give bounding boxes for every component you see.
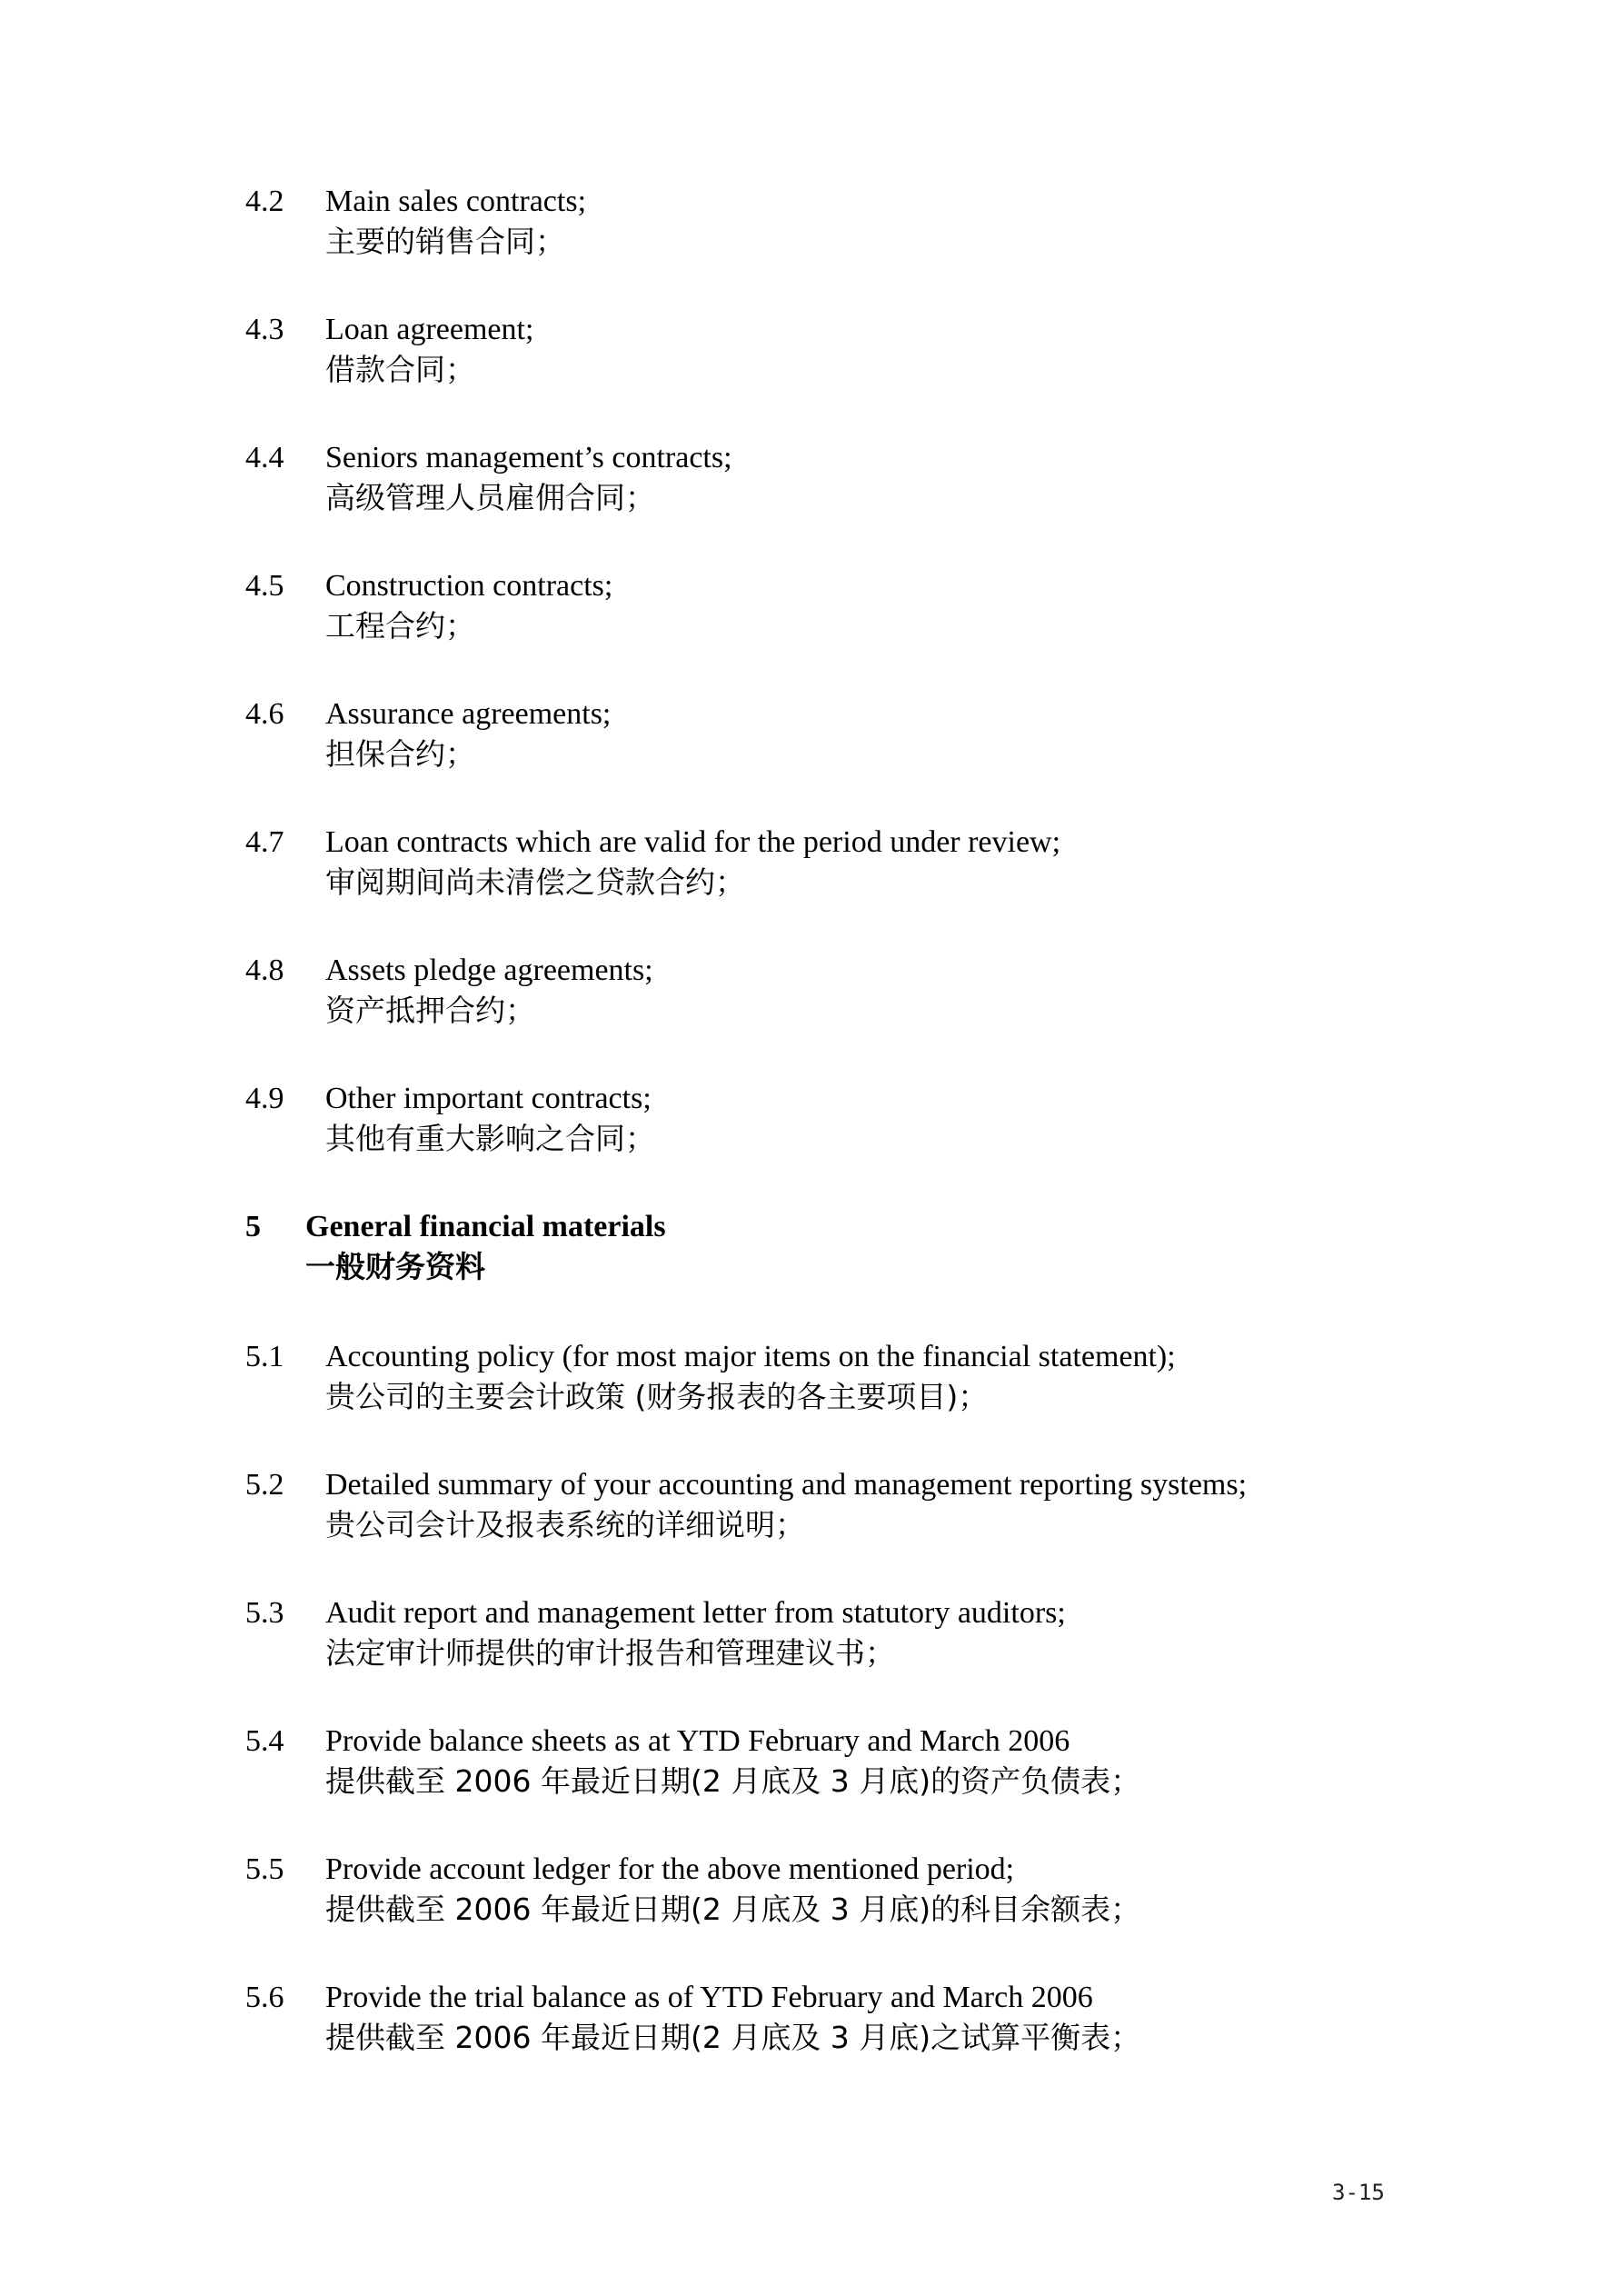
item-chinese-text: 主要的销售合同； <box>325 224 565 259</box>
item-chinese-text: 其他有重大影响之合同； <box>325 1121 655 1156</box>
item-chinese-text: 贵公司的主要会计政策 (财务报表的各主要项目)； <box>325 1379 989 1414</box>
item-english-text: Other important contracts; <box>325 1082 652 1115</box>
item-english-text: Provide account ledger for the above mentioned period; <box>325 1852 1015 1886</box>
item-number: 4.4 <box>245 441 284 474</box>
item-number: 5.5 <box>245 1852 284 1886</box>
item-chinese-text: 法定审计师提供的审计报告和管理建议书； <box>325 1635 895 1671</box>
item-english-text: Detailed summary of your accounting and management reporting systems; <box>325 1468 1248 1502</box>
item-english-text: Loan agreement; <box>325 313 534 346</box>
item-chinese-text: 提供截至 2006 年最近日期(2 月底及 3 月底)的资产负债表； <box>325 1763 1141 1799</box>
item-chinese-text: 审阅期间尚未清偿之贷款合约； <box>325 864 745 900</box>
page-number: 3-15 <box>1332 2180 1385 2205</box>
item-english-text: Seniors management’s contracts; <box>325 441 732 474</box>
item-chinese-text: 提供截至 2006 年最近日期(2 月底及 3 月底)之试算平衡表； <box>325 2020 1141 2055</box>
item-english-text: Audit report and management letter from statutory auditors; <box>325 1596 1066 1630</box>
item-number: 4.2 <box>245 185 284 218</box>
section-number: 5 <box>245 1210 261 1243</box>
section-title-chinese: 一般财务资料 <box>305 1249 485 1284</box>
item-chinese-text: 借款合同； <box>325 352 475 387</box>
item-number: 4.5 <box>245 569 284 603</box>
item-english-text: Construction contracts; <box>325 569 613 603</box>
item-english-text: Assets pledge agreements; <box>325 953 653 987</box>
item-chinese-text: 贵公司会计及报表系统的详细说明； <box>325 1507 805 1542</box>
item-english-text: Accounting policy (for most major items on the financial statement); <box>325 1340 1176 1373</box>
item-english-text: Loan contracts which are valid for the period under review; <box>325 825 1061 859</box>
item-english-text: Assurance agreements; <box>325 697 612 731</box>
item-number: 4.6 <box>245 697 284 731</box>
item-number: 5.2 <box>245 1468 284 1502</box>
item-number: 4.8 <box>245 953 284 987</box>
section-title-english: General financial materials <box>305 1210 666 1243</box>
item-number: 4.9 <box>245 1082 284 1115</box>
item-number: 5.1 <box>245 1340 284 1373</box>
item-number: 4.3 <box>245 313 284 346</box>
item-chinese-text: 工程合约； <box>325 608 475 644</box>
item-english-text: Provide balance sheets as at YTD February and March 2006 <box>325 1724 1070 1758</box>
item-number: 5.3 <box>245 1596 284 1630</box>
item-chinese-text: 高级管理人员雇佣合同； <box>325 480 655 515</box>
item-number: 5.4 <box>245 1724 284 1758</box>
item-english-text: Provide the trial balance as of YTD February and March 2006 <box>325 1981 1093 2014</box>
item-number: 4.7 <box>245 825 284 859</box>
item-chinese-text: 担保合约； <box>325 736 475 772</box>
item-chinese-text: 资产抵押合约； <box>325 993 535 1028</box>
item-number: 5.6 <box>245 1981 284 2014</box>
item-chinese-text: 提供截至 2006 年最近日期(2 月底及 3 月底)的科目余额表； <box>325 1892 1141 1927</box>
item-english-text: Main sales contracts; <box>325 185 587 218</box>
